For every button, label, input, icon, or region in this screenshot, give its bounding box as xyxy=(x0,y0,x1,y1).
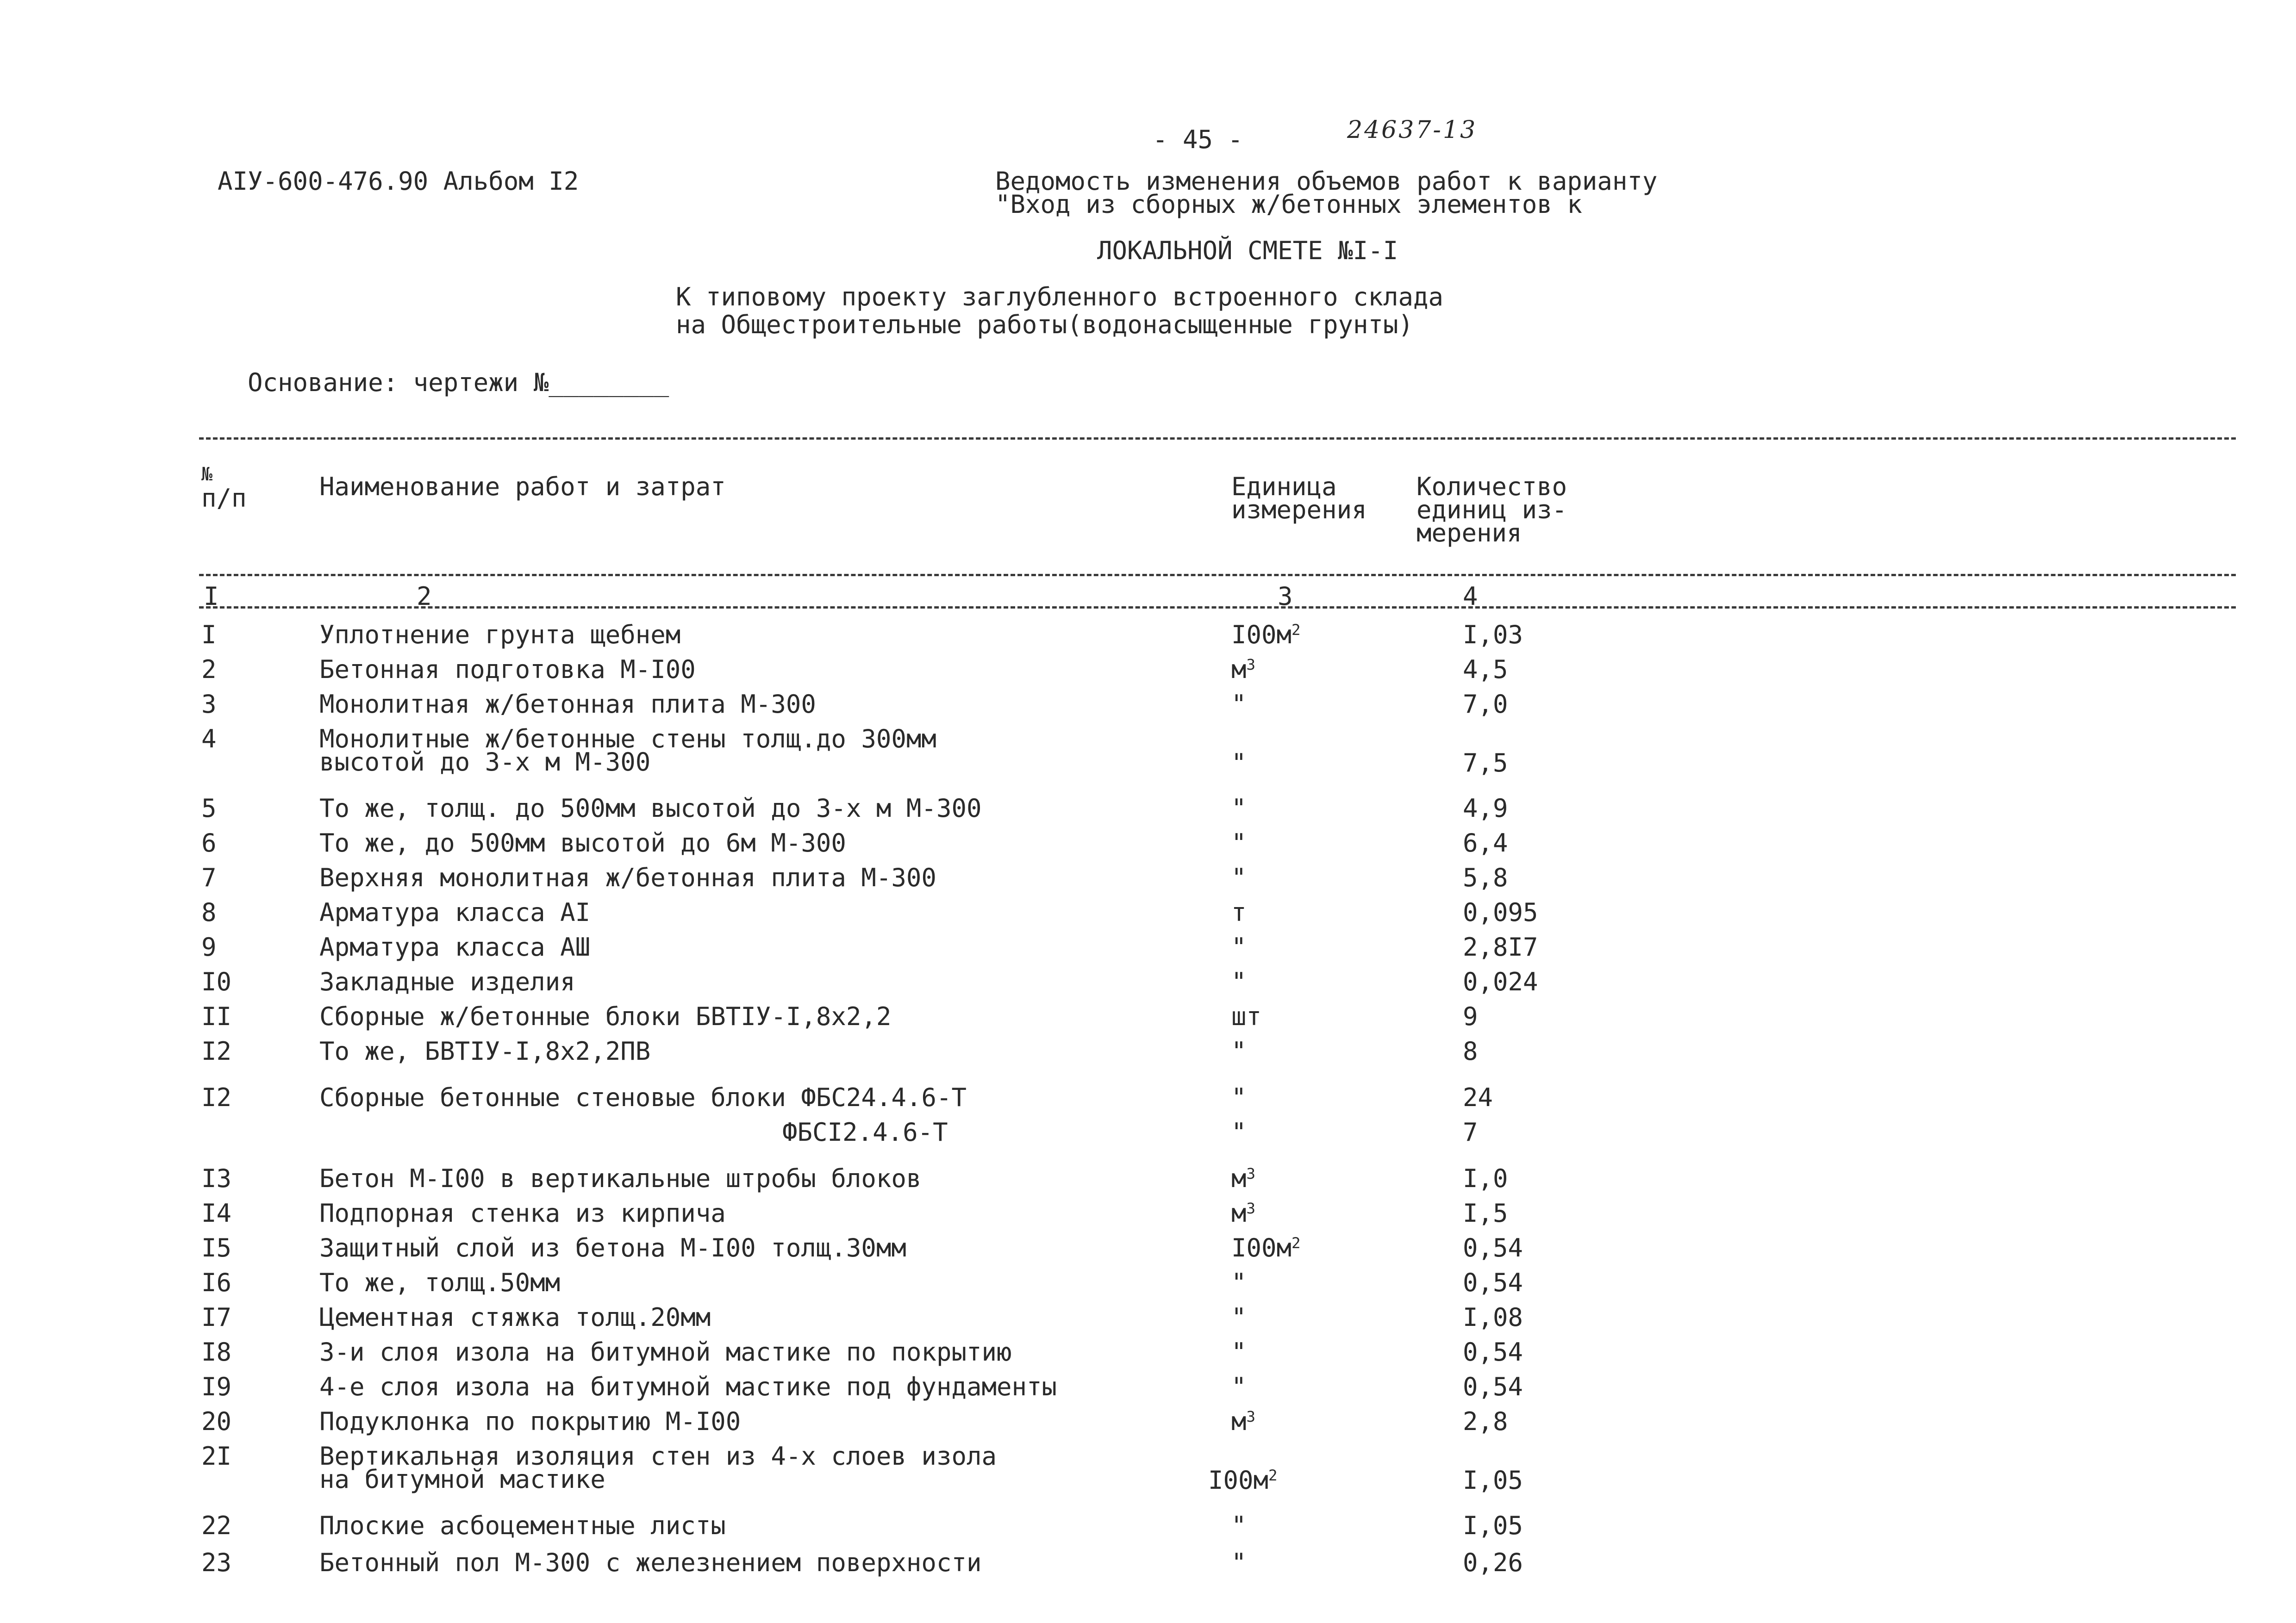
row-name: То же, БВТIУ-I,8х2,2ПВ xyxy=(319,1037,651,1066)
col-number: I xyxy=(204,582,219,611)
col-unit-header: Единица xyxy=(1231,472,1337,501)
row-quantity: 24 xyxy=(1463,1083,1493,1112)
row-number: I7 xyxy=(201,1303,232,1332)
row-number: 9 xyxy=(201,933,217,962)
row-number: I3 xyxy=(201,1164,232,1193)
row-quantity: 4,5 xyxy=(1463,655,1508,684)
row-number: 7 xyxy=(201,863,217,892)
row-name: Бетонный пол М-300 с железнением поверхности xyxy=(319,1548,982,1577)
table-top-rule xyxy=(199,437,2236,440)
row-unit: $I00м^2$ xyxy=(1231,1233,1301,1262)
row-quantity: 0,54 xyxy=(1463,1372,1523,1401)
row-unit: " xyxy=(1231,1511,1247,1540)
row-number: II xyxy=(201,1002,232,1031)
basis-label: Основание: чертежи №________ xyxy=(248,368,669,397)
row-quantity: 0,54 xyxy=(1463,1337,1523,1367)
row-unit: " xyxy=(1231,1118,1247,1147)
row-number: 22 xyxy=(201,1511,232,1540)
row-name: То же, толщ.50мм xyxy=(319,1268,561,1297)
row-name-continued: на битумной мастике xyxy=(319,1465,605,1494)
row-unit: " xyxy=(1231,1268,1247,1297)
row-number: I8 xyxy=(201,1337,232,1367)
row-name: Сборные ж/бетонные блоки БВТIУ-I,8х2,2 xyxy=(319,1002,892,1031)
title-line-2: "Вход из сборных ж/бетонных элементов к xyxy=(995,190,1582,219)
row-quantity: 0,26 xyxy=(1463,1548,1523,1577)
row-unit: " xyxy=(1231,690,1247,719)
row-unit: $м^3$ xyxy=(1231,1199,1256,1228)
row-name: Вертикальная изоляция стен из 4-х слоев изола xyxy=(319,1442,997,1471)
row-quantity: 2,8I7 xyxy=(1463,933,1538,962)
row-quantity: 9 xyxy=(1463,1002,1478,1031)
row-number: 2 xyxy=(201,655,217,684)
row-name: Уплотнение грунта щебнем xyxy=(319,620,681,649)
row-unit: " xyxy=(1231,933,1247,962)
row-number: 8 xyxy=(201,898,217,927)
row-number: 23 xyxy=(201,1548,232,1577)
row-unit: $м^3$ xyxy=(1231,1164,1256,1193)
row-name: ФБСI2.4.6-Т xyxy=(782,1118,948,1147)
row-unit: шт xyxy=(1231,1002,1262,1031)
row-number: I5 xyxy=(201,1233,232,1262)
col-number: 4 xyxy=(1463,582,1478,611)
row-unit: " xyxy=(1231,1083,1247,1112)
row-name: Плоские асбоцементные листы xyxy=(319,1511,726,1540)
row-name: Монолитные ж/бетонные стены толщ.до 300мм xyxy=(319,724,936,753)
row-unit: $м^3$ xyxy=(1231,1407,1256,1436)
row-quantity: I,0 xyxy=(1463,1164,1508,1193)
row-name: Арматура класса АШ xyxy=(319,933,591,962)
col-number: 3 xyxy=(1278,582,1293,611)
row-name: 4-е слоя изола на битумной мастике под фундаменты xyxy=(319,1372,1057,1401)
row-name: Цементная стяжка толщ.20мм xyxy=(319,1303,711,1332)
row-name: Подуклонка по покрытию М-I00 xyxy=(319,1407,741,1436)
row-name: Бетон М-I00 в вертикальные штробы блоков xyxy=(319,1164,922,1193)
row-name: 3-и слоя изола на битумной мастике по покрытию xyxy=(319,1337,1012,1367)
handwritten-code: 24637-13 xyxy=(1347,116,1478,144)
row-number: I6 xyxy=(201,1268,232,1297)
row-name: Монолитная ж/бетонная плита М-300 xyxy=(319,690,816,719)
row-name: Закладные изделия xyxy=(319,967,575,996)
col-qty-header: мерения xyxy=(1416,518,1522,547)
col-num-header: № xyxy=(201,464,213,485)
row-quantity: I,5 xyxy=(1463,1199,1508,1228)
title-line-1: Ведомость изменения объемов работ к варианту xyxy=(995,167,1658,196)
row-quantity: I,03 xyxy=(1463,620,1523,649)
row-unit: " xyxy=(1231,1303,1247,1332)
row-quantity: I,05 xyxy=(1463,1511,1523,1540)
row-unit: " xyxy=(1231,1037,1247,1066)
row-name: Защитный слой из бетона М-I00 толщ.30мм xyxy=(319,1233,906,1262)
subtitle-line-2: на Общестроительные работы(водонасыщенные грунты) xyxy=(676,310,1414,339)
row-unit: " xyxy=(1231,794,1247,823)
row-name: Сборные бетонные стеновые блоки ФБС24.4.6-Т xyxy=(319,1083,967,1112)
row-unit: " xyxy=(1231,967,1247,996)
row-number: 6 xyxy=(201,828,217,858)
row-quantity: 0,095 xyxy=(1463,898,1538,927)
row-quantity: 7,5 xyxy=(1463,748,1508,777)
row-quantity: 6,4 xyxy=(1463,828,1508,858)
row-number: I0 xyxy=(201,967,232,996)
row-unit: " xyxy=(1231,863,1247,892)
header-bottom-rule xyxy=(199,574,2236,576)
row-name: То же, толщ. до 500мм высотой до 3-х м М-300 xyxy=(319,794,982,823)
row-quantity: 0,54 xyxy=(1463,1268,1523,1297)
row-quantity: 8 xyxy=(1463,1037,1478,1066)
title-line-3: ЛОКАЛЬНОЙ СМЕТЕ №I-I xyxy=(1097,236,1398,265)
row-name: Арматура класса АI xyxy=(319,898,591,927)
row-name: Подпорная стенка из кирпича xyxy=(319,1199,726,1228)
col-qty-header: единиц из- xyxy=(1416,495,1567,524)
row-quantity: 7,0 xyxy=(1463,690,1508,719)
row-quantity: I,05 xyxy=(1463,1466,1523,1495)
row-number: 20 xyxy=(201,1407,232,1436)
row-number: 4 xyxy=(201,724,217,753)
row-number: I9 xyxy=(201,1372,232,1401)
row-number: I4 xyxy=(201,1199,232,1228)
col-qty-header: Количество xyxy=(1416,472,1567,501)
row-number: I xyxy=(201,620,217,649)
page-number: - 45 - xyxy=(1153,125,1243,154)
row-unit: " xyxy=(1231,828,1247,858)
row-quantity: 2,8 xyxy=(1463,1407,1508,1436)
row-name: То же, до 500мм высотой до 6м М-300 xyxy=(319,828,846,858)
col-name-header: Наименование работ и затрат xyxy=(319,472,726,501)
row-unit: $I00м^2$ xyxy=(1231,620,1301,649)
column-number-rule xyxy=(199,606,2236,609)
row-number: I2 xyxy=(201,1083,232,1112)
row-number: 2I xyxy=(201,1442,232,1471)
row-quantity: 0,54 xyxy=(1463,1233,1523,1262)
row-quantity: 0,024 xyxy=(1463,967,1538,996)
row-unit: $м^3$ xyxy=(1231,655,1256,684)
row-quantity: 5,8 xyxy=(1463,863,1508,892)
row-quantity: 4,9 xyxy=(1463,794,1508,823)
row-unit: " xyxy=(1231,1372,1247,1401)
row-number: 5 xyxy=(201,794,217,823)
row-quantity: 7 xyxy=(1463,1118,1478,1147)
row-unit: $I00м^2$ xyxy=(1208,1466,1278,1495)
row-unit: " xyxy=(1231,748,1247,777)
row-quantity: I,08 xyxy=(1463,1303,1523,1332)
row-unit: т xyxy=(1231,898,1247,927)
row-unit: " xyxy=(1231,1337,1247,1367)
row-name: Верхняя монолитная ж/бетонная плита М-300 xyxy=(319,863,936,892)
row-number: I2 xyxy=(201,1037,232,1066)
col-number: 2 xyxy=(417,582,432,611)
album-label: АIУ-600-476.90 Альбом I2 xyxy=(218,167,579,196)
col-unit-header: измерения xyxy=(1231,495,1367,524)
subtitle-line-1: К типовому проекту заглубленного встроенного склада xyxy=(676,282,1444,311)
row-number: 3 xyxy=(201,690,217,719)
row-name: Бетонная подготовка М-I00 xyxy=(319,655,696,684)
row-name-continued: высотой до 3-х м М-300 xyxy=(319,747,651,777)
col-num-header: п/п xyxy=(201,484,247,513)
row-unit: " xyxy=(1231,1548,1247,1577)
